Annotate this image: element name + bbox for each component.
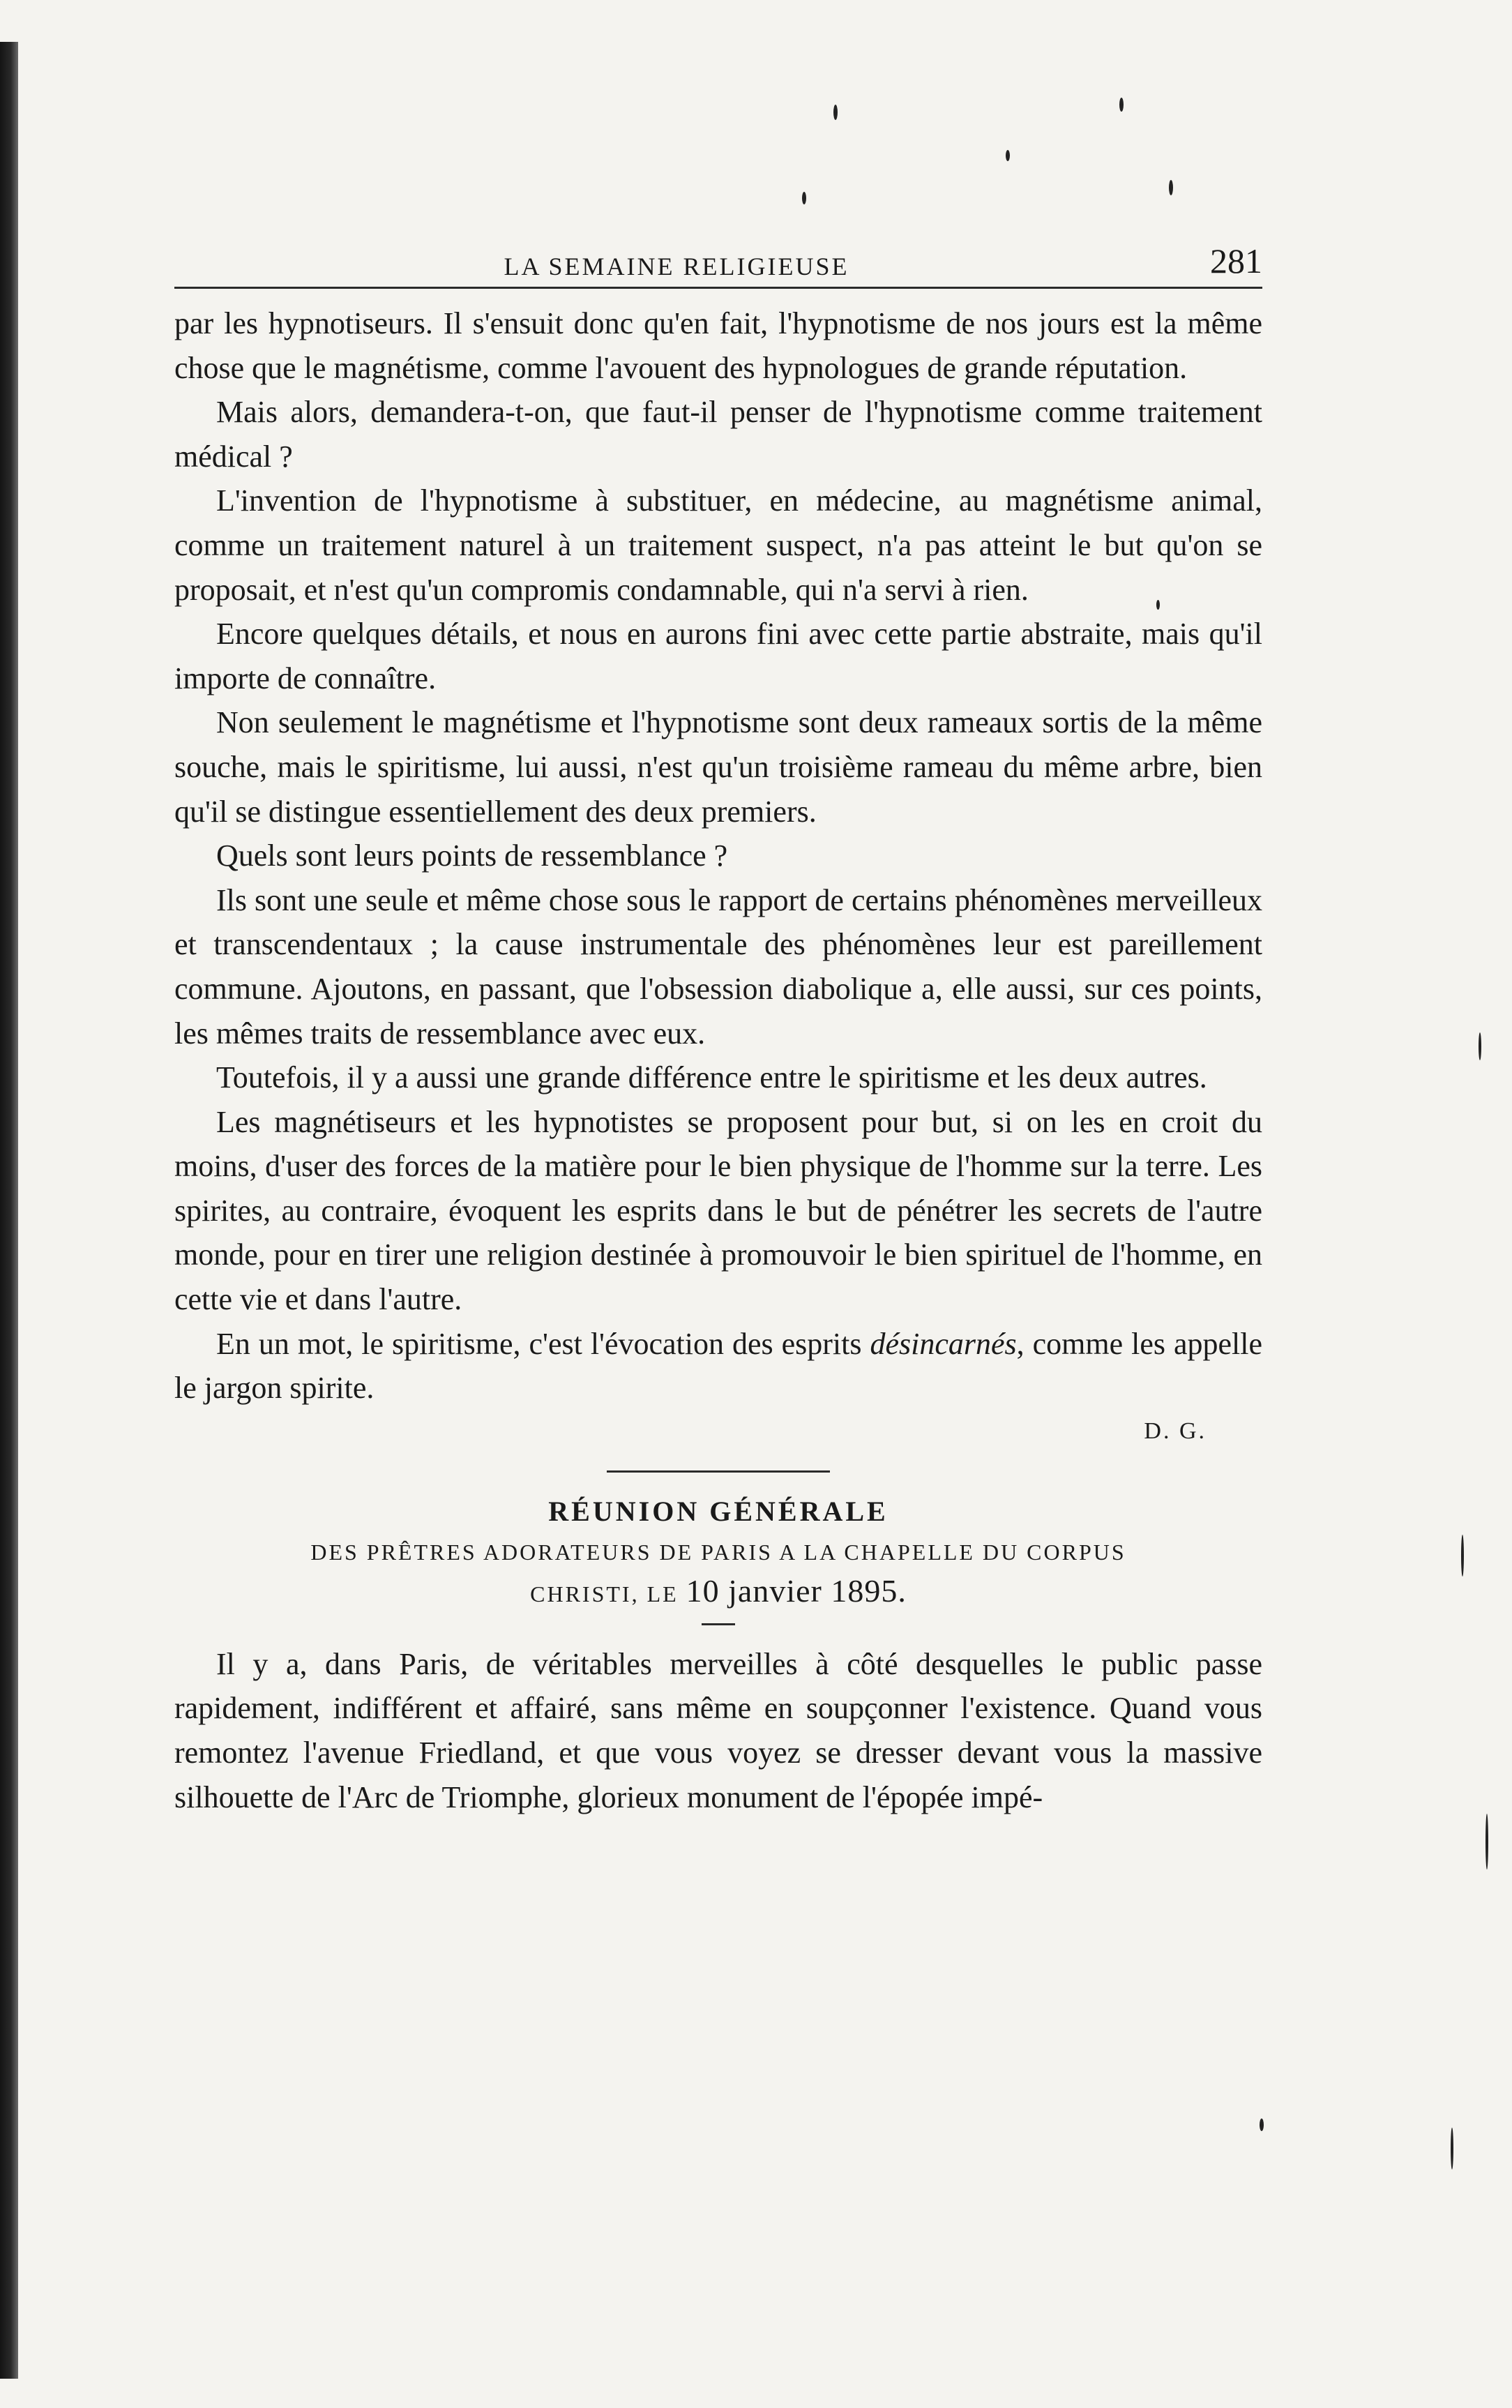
- header-rule: [174, 287, 1262, 289]
- scan-speck: [1485, 1814, 1488, 1869]
- scan-speck: [1451, 2128, 1453, 2169]
- paragraph: Non seulement le magnétisme et l'hypnotisme sont deux rameaux sortis de la même souche, mais le spiritisme, lui aussi, n'est qu'un troisième rameau du même arbre, bien qu'il se distingue essentiellement des deux premiers.: [174, 705, 1262, 829]
- running-head: [174, 241, 1262, 289]
- paragraph: Ils sont une seule et même chose sous le rapport de certains phénomènes merveilleux et transcendentaux ; la cause instrumentale des phénomènes leur est pareillement commune. Ajoutons, en passant, que l'obsession diabolique a, elle aussi, sur ces points, les mêmes traits de ressemblance avec eux.: [174, 882, 1262, 1051]
- paragraph: Mais alors, demandera-t-on, que faut-il penser de l'hypnotisme comme traitement médical ?: [174, 395, 1262, 474]
- running-title: LA SEMAINE RELIGIEUSE: [504, 253, 849, 280]
- paragraph: Quels sont leurs points de ressemblance ?: [216, 838, 728, 873]
- paragraph: Il y a, dans Paris, de véritables merveilles à côté desquelles le public passe rapidement, indifférent et affairé, sans même en soupçonner l'existence. Quand vous remontez l'avenue Friedland, et que vous voyez se dresser devant vous la massive silhouette de l'Arc de Triomphe, glorieux monument de l'épopée impé-: [174, 1646, 1262, 1814]
- page-number: 281: [1210, 241, 1262, 280]
- paragraph: Encore quelques détails, et nous en aurons fini avec cette partie abstraite, mais qu'il importe de connaître.: [174, 617, 1262, 695]
- section-subtitle-line-2: [174, 1572, 1262, 1613]
- section-divider: [607, 1470, 830, 1473]
- subtitle-date: 10 janvier 1895.: [686, 1572, 907, 1609]
- subtitle-prefix: CHRISTI, LE: [530, 1581, 679, 1606]
- short-divider: [702, 1623, 735, 1625]
- paragraph-text: En un mot, le spiritisme, c'est l'évocation des esprits: [216, 1326, 870, 1361]
- scan-speck: [1461, 1535, 1464, 1577]
- book-page: [174, 0, 1262, 2408]
- paragraph: L'invention de l'hypnotisme à substituer, en médecine, au magnétisme animal, comme un traitement naturel à un traitement suspect, n'a pas atteint le but qu'on se proposait, et n'est qu'un compromis condamnable, qui n'a servi à rien.: [174, 483, 1262, 607]
- paragraph: Les magnétiseurs et les hypnotistes se proposent pour but, si on les en croit du moins, d'user des forces de la matière pour le bien physique de l'homme sur la terre. Les spirites, au contraire, évoquent les esprits dans le but de pénétrer les secrets de l'autre monde, pour en tirer une religion destinée à promouvoir le bien spirituel de l'homme, en cette vie et dans l'autre.: [174, 1104, 1262, 1317]
- body-text: [174, 301, 1262, 1819]
- italic-word: désincarnés: [870, 1326, 1017, 1361]
- paragraph: par les hypnotiseurs. Il s'ensuit donc qu'en fait, l'hypnotisme de nos jours est la même chose que le magnétisme, comme l'avouent des hypnologues de grande réputation.: [174, 306, 1262, 385]
- author-signature: D. G.: [1144, 1417, 1207, 1444]
- paragraph: [174, 1322, 1262, 1410]
- paragraph: Toutefois, il y a aussi une grande différence entre le spiritisme et les deux autres.: [216, 1060, 1207, 1095]
- paragraph-text: , comme les appelle le jargon spirite.: [174, 1326, 1263, 1406]
- book-binding-edge: [0, 42, 18, 2379]
- scan-speck: [1479, 1032, 1481, 1060]
- section-subtitle-line-1: DES PRÊTRES ADORATEURS DE PARIS A LA CHAPELLE DU CORPUS: [310, 1539, 1126, 1565]
- section-title: RÉUNION GÉNÉRALE: [548, 1495, 889, 1527]
